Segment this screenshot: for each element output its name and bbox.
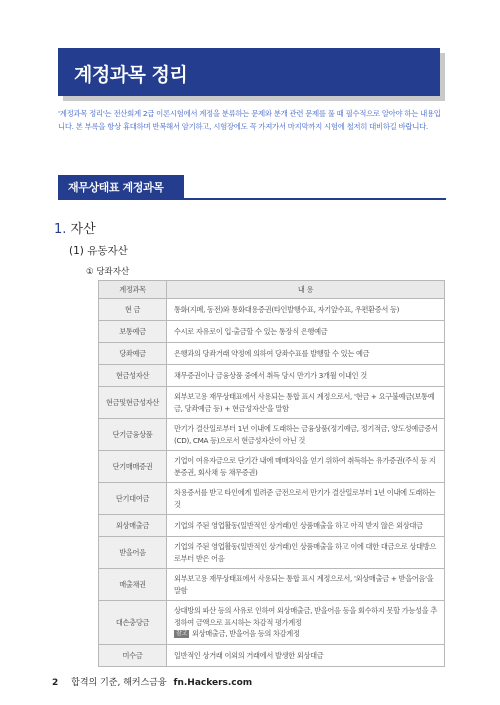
account-name: 당좌예금 <box>99 343 167 365</box>
table-row <box>99 321 445 343</box>
note-badge: 참고 <box>176 630 187 638</box>
page-number: 2 <box>52 678 59 688</box>
account-name: 매출채권 <box>99 569 167 601</box>
account-desc: 기업이 여유자금으로 단기간 내에 매매차익을 얻기 위하여 취득하는 유가증권(주식 등 지분증권, 회사채 등 채무증권) <box>167 451 445 483</box>
table-row <box>99 537 445 569</box>
note-text: 외상매출금, 받을어음 등의 차감계정 <box>192 629 300 639</box>
account-desc-text: 상대방의 파산 등의 사유로 인하여 외상매출금, 받을어음 등을 회수하지 못할 가능성을 추정하여 금액으로 표시하는 차감적 평가계정 <box>174 606 437 627</box>
section-divider <box>58 198 446 200</box>
table-row <box>99 299 445 321</box>
table-row <box>99 343 445 365</box>
column-header-content: 내 용 <box>167 281 445 299</box>
table-row <box>99 601 445 645</box>
account-name: 현금및현금성자산 <box>99 387 167 419</box>
title-banner <box>58 48 440 96</box>
account-name: 외상매출금 <box>99 515 167 537</box>
account-desc: 차용증서를 받고 타인에게 빌려준 금전으로서 만기가 결산일로부터 1년 이내에 도래하는 것 <box>167 483 445 515</box>
account-name: 대손충당금 <box>99 601 167 645</box>
heading-text: 자산 <box>70 222 96 237</box>
page-footer <box>52 675 252 688</box>
footer-slogan: 합격의 기준, 해커스금융 <box>71 678 167 688</box>
heading-assets <box>54 218 96 237</box>
account-name: 단기매매증권 <box>99 451 167 483</box>
table-row <box>99 419 445 451</box>
account-table <box>98 280 445 667</box>
table-row <box>99 569 445 601</box>
account-desc: 은행과의 당좌거래 약정에 의하여 당좌수표를 발행할 수 있는 예금 <box>167 343 445 365</box>
table-row <box>99 515 445 537</box>
section-tab <box>58 175 184 198</box>
account-name: 미수금 <box>99 645 167 667</box>
account-name: 단기금융상품 <box>99 419 167 451</box>
brand-url: fn.Hackers.com <box>173 678 253 688</box>
account-desc: 외부보고용 재무상태표에서 사용되는 통합 표시 계정으로서, '외상매출금 + 받을어음'을 말함 <box>167 569 445 601</box>
account-desc: 기업의 주된 영업활동(일반적인 상거래)인 상품매출을 하고 이에 대한 대금으로 상대방으로부터 받은 어음 <box>167 537 445 569</box>
heading-current-assets: (1) 유동자산 <box>69 245 128 257</box>
table-row <box>99 451 445 483</box>
account-desc: 채무증권이나 금융상품 중에서 취득 당시 만기가 3개월 이내인 것 <box>167 365 445 387</box>
table-row <box>99 483 445 515</box>
account-name: 현금성자산 <box>99 365 167 387</box>
column-header-account: 계정과목 <box>99 281 167 299</box>
account-name: 현 금 <box>99 299 167 321</box>
table-row <box>99 645 445 667</box>
account-desc <box>167 601 445 645</box>
intro-text: '계정과목 정리'는 전산회계 2급 이론시험에서 계정을 분류하는 문제와 분개 관련 문제를 풀 때 필수적으로 알아야 하는 내용입니다. 본 부록을 항상 휴대하며 반복해서 암기하고, 시험장에도 꼭 가져가서 마지막까지 시험에 철저히 대비하길 바랍니다. <box>58 109 441 131</box>
table-row <box>99 365 445 387</box>
account-desc: 외부보고용 재무상태표에서 사용되는 통합 표시 계정으로서, '현금 + 요구불예금(보통예금, 당좌예금 등) + 현금성자산'을 말함 <box>167 387 445 419</box>
account-desc: 통화(지폐, 동전)와 통화대용증권(타인발행수표, 자기앞수표, 우편환증서 등) <box>167 299 445 321</box>
account-name: 보통예금 <box>99 321 167 343</box>
section-title: 재무상태표 계정과목 <box>68 181 164 194</box>
account-desc: 만기가 결산일로부터 1년 이내에 도래하는 금융상품(정기예금, 정기적금, 양도성예금증서(CD), CMA 등)으로서 현금성자산이 아닌 것 <box>167 419 445 451</box>
table-row <box>99 387 445 419</box>
table-header-row <box>99 281 445 299</box>
account-name: 받을어음 <box>99 537 167 569</box>
page-title: 계정과목 정리 <box>74 64 188 86</box>
account-desc: 기업의 주된 영업활동(일반적인 상거래)인 상품매출을 하고 아직 받지 않은 외상대금 <box>167 515 445 537</box>
account-desc: 수시로 자유로이 입·출금할 수 있는 통장식 은행예금 <box>167 321 445 343</box>
heading-number: 1. <box>54 222 67 237</box>
heading-quick-assets: ① 당좌자산 <box>86 267 130 277</box>
account-desc: 일반적인 상거래 이외의 거래에서 발생한 외상대금 <box>167 645 445 667</box>
account-name: 단기대여금 <box>99 483 167 515</box>
